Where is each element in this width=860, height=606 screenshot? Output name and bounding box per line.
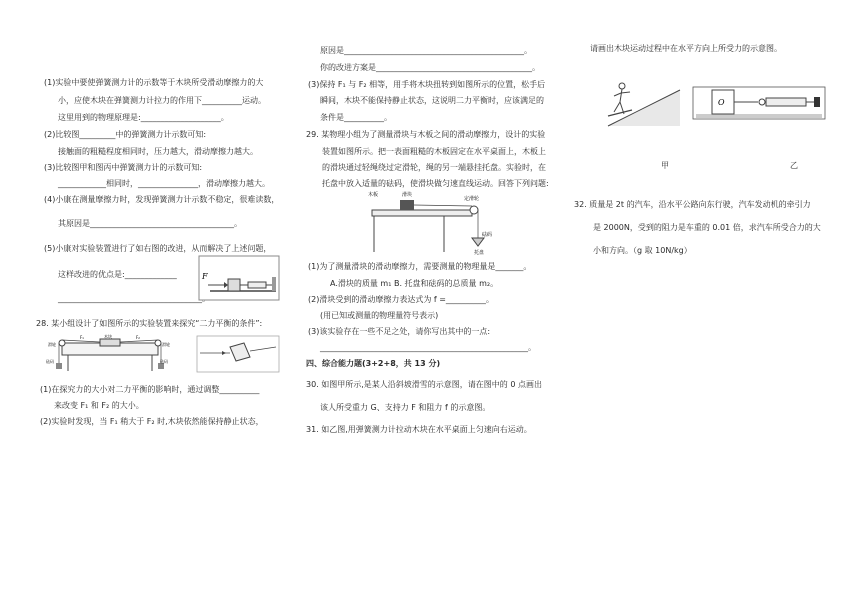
f1-label: F₁: [80, 335, 84, 340]
q27-1-line1: (1)实验中要使弹簧测力计的示数等于木块所受滑动摩擦力的大: [44, 78, 264, 87]
q32-line1: 32. 质量是 2t 的汽车，沿水平公路向东行驶，汽车发动机的牵引力: [574, 200, 811, 209]
q31-line2: 请画出木块运动过程中在水平方向上所受力的示意图。: [590, 44, 782, 53]
q28-2-reason: 原因是_____________________________________________。: [320, 46, 532, 55]
section-4-heading: 四、综合能力题(3+2+8，共 13 分): [306, 359, 441, 368]
q27-3-line2: ____________相同时，_______________，滑动摩擦力越大。: [58, 179, 270, 188]
q27-5-line2: 这样改进的优点是:_____________: [58, 270, 177, 279]
q28-1-line1: (1)在探究力的大小对二力平衡的影响时，通过调整__________: [40, 385, 260, 394]
q27-1-line3: 这里用到的物理原理是:____________________。: [58, 113, 229, 122]
q28-title: 28. 某小组设计了如图所示的实验装置来探究“二力平衡的条件”:: [36, 319, 263, 328]
pulley-label-left: 滑轮: [48, 342, 56, 347]
q32-line3: 小和方向。（g 取 10N/kg）: [593, 246, 692, 255]
q27-5-line1: (5)小康对实验装置进行了如右图的改进，从而解决了上述问题，: [44, 244, 272, 253]
q28-3-line2: 瞬间，木块不能保持静止状态，这说明二力平衡时，应该满足的: [320, 96, 544, 105]
f2-label: F₂: [136, 335, 140, 340]
q29-3-line2: ____________________________________________________。: [320, 343, 536, 352]
caption-yi: 乙: [790, 161, 798, 170]
point-o-label: O: [718, 98, 725, 107]
slider-label: 滑块: [402, 192, 413, 198]
pulley-label-right: 滑轮: [162, 342, 170, 347]
q31-line1: 31. 如乙图,用弹簧测力计拉动木块在水平桌面上匀速向右运动。: [306, 425, 532, 434]
q28-2-line1: (2)实验时发现，当 F₁ 稍大于 F₂ 时,木块依然能保持静止状态，: [40, 417, 264, 426]
q30-line1: 30. 如图甲所示,是某人沿斜坡滑雪的示意图，请在图中的 0 点画出: [306, 380, 542, 389]
weight-label-left: 砝码: [46, 359, 54, 364]
q29-line2: 装置如图所示。把一表面粗糙的木板固定在水平桌面上，木板上: [322, 147, 546, 156]
friction-setup-figure: [198, 255, 280, 301]
q28-3-line3: 条件是__________。: [320, 113, 392, 122]
force-f-label: F: [202, 272, 208, 281]
balance-apparatus-figure: [44, 333, 174, 373]
q32-line2: 是 2000N，受到的阻力是车重的 0.01 倍，求汽车所受合力的大: [593, 223, 821, 232]
q29-line3: 的滑块通过轻绳绕过定滑轮，绳的另一端悬挂托盘。实验时，在: [322, 163, 546, 172]
block-label: 木块: [104, 334, 112, 339]
q28-2-improvement: 你的改进方案是_______________________________________。: [320, 63, 540, 72]
q27-3-line1: (3)比较图甲和图丙中弹簧测力计的示数可知:: [44, 163, 203, 172]
q29-line1: 29. 某物理小组为了测量滑块与木板之间的滑动摩擦力，设计的实验: [306, 130, 546, 139]
q30-line2: 该人所受重力 G、支持力 F 和阻力 f 的示意图。: [320, 403, 491, 412]
q28-1-line2: 来改变 F₁ 和 F₂ 的大小。: [54, 401, 144, 410]
q27-1-line2: 小，应使木块在弹簧测力计拉力的作用下__________运动。: [58, 96, 266, 105]
caption-jia: 甲: [661, 161, 669, 170]
q27-2-line2: 接触面的粗糙程度相同时，压力越大，滑动摩擦力越大。: [58, 147, 258, 156]
q29-2-line1: (2)滑块受到的滑动摩擦力表达式为 f =__________。: [308, 295, 494, 304]
skier-figure: [594, 80, 680, 126]
q29-2-line2: (用已知或测量的物理量符号表示): [320, 311, 439, 320]
q29-1-options: A.滑块的质量 m₁ B. 托盘和砝码的总质量 m₂。: [330, 279, 499, 288]
weights-label: 砝码: [482, 232, 493, 238]
block-spring-scale-figure: [692, 86, 826, 120]
q29-line4: 托盘中放入适量的砝码，使滑块做匀速直线运动。回答下列问题:: [322, 179, 549, 188]
slider-board-figure: [364, 186, 493, 256]
q27-5-line3: ____________________________________。: [58, 294, 210, 303]
weight-label-right: 砝码: [160, 359, 168, 364]
q27-2-line1: (2)比较图_________中的弹簧测力计示数可知:: [44, 130, 207, 139]
q29-3-line1: (3)该实验存在一些不足之处，请你写出其中的一点:: [308, 327, 491, 336]
q27-4-line1: (4)小康在测量摩擦力时，发现弹簧测力计示数不稳定，很难读数，: [44, 195, 280, 204]
q27-4-line2: 其原因是____________________________________。: [58, 219, 242, 228]
board-label: 木板: [368, 192, 379, 198]
tray-label: 托盘: [474, 250, 485, 256]
twisted-block-figure: [196, 335, 280, 373]
pulley-label: 定滑轮: [464, 196, 480, 202]
q28-3-line1: (3)保持 F₁ 与 F₂ 相等，用手将木块扭转到如图所示的位置，松手后: [308, 80, 546, 89]
q29-1-line1: (1)为了测量滑块的滑动摩擦力，需要测量的物理量是_______。: [308, 262, 532, 271]
